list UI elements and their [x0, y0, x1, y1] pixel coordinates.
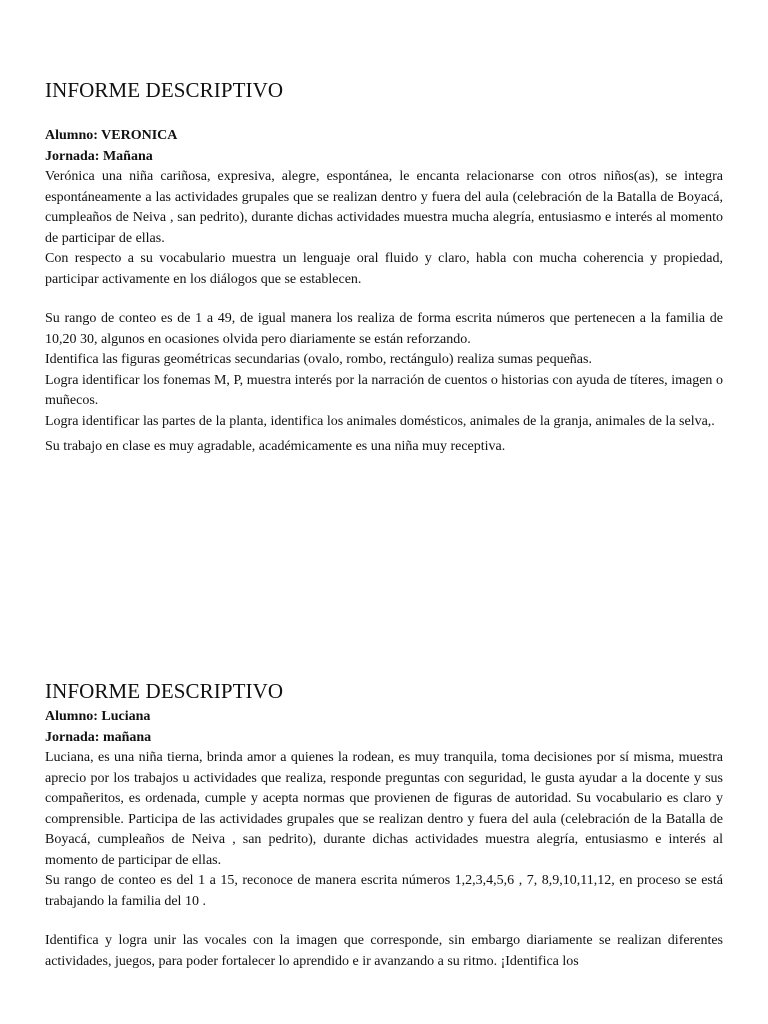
report-veronica: [45, 76, 723, 458]
shapes-paragraph: Identifica las figuras geométricas secundarias (ovalo, rombo, rectángulo) realiza sumas pequeñas.: [45, 352, 592, 367]
classwork-paragraph: Su trabajo en clase es muy agradable, académicamente es una niña muy receptiva.: [45, 439, 506, 454]
paragraph-spacer: [45, 290, 723, 309]
vowels-paragraph: Identifica y logra unir las vocales con la imagen que corresponde, sin embargo diariamente se realizan diferentes actividades, juegos, para poder fortalecer lo aprendido e ir avanzando a su ritmo. ¡Identifica los: [45, 933, 723, 969]
report-title: INFORME DESCRIPTIVO: [45, 78, 284, 102]
student-name: Alumno: VERONICA: [45, 128, 178, 143]
phonemes-paragraph: Logra identificar los fonemas M, P, muestra interés por la narración de cuentos o historias con ayuda de títeres, imagen o muñecos.: [45, 372, 723, 408]
nature-paragraph: Logra identificar las partes de la planta, identifica los animales domésticos, animales de la granja, animales de la selva,.: [45, 413, 715, 429]
school-shift: Jornada: Mañana: [45, 148, 153, 164]
report-luciana: [45, 677, 723, 972]
student-name: Alumno: Luciana: [45, 709, 151, 724]
counting-paragraph: Su rango de conteo es del 1 a 15, reconoce de manera escrita números 1,2,3,4,5,6 , 7, 8,9,10,11,12, en proceso se está trabajando la familia del 10 .: [45, 873, 723, 909]
report-title: INFORME DESCRIPTIVO: [45, 679, 284, 703]
description-paragraph: Luciana, es una niña tierna, brinda amor a quienes la rodean, es muy tranquila, toma decisiones por sí misma, muestra aprecio por los trabajos u actividades que realiza, responde preguntas con seguridad, le gusta ayudar a la docente y sus compañeritos, es ordenada, cumple y acepta normas que provienen de figuras de autoridad. Su vocabulario es claro y comprensible. Participa de las actividades grupales que se realizan dentro y fuera del aula (celebración de la Batalla de Boyacá, cumpleaños de Neiva , san pedrito), durante dichas actividades muestra alegría, entusiasmo e interés al momento de participar de ellas.: [45, 750, 723, 868]
paragraph-spacer: [45, 912, 723, 931]
school-shift: Jornada: mañana: [45, 729, 152, 745]
description-paragraph: Verónica una niña cariñosa, expresiva, alegre, espontánea, le encanta relacionarse con otros niños(as), se integra espontáneamente a las actividades grupales que se realizan dentro y fuera del aula (celebración de la Batalla de Boyacá, cumpleaños de Neiva , san pedrito), durante dichas actividades muestra mucha alegría, entusiasmo e interés al momento de participar de ellas.: [45, 169, 723, 246]
vocabulary-paragraph: Con respecto a su vocabulario muestra un lenguaje oral fluido y claro, habla con mucha coherencia y propiedad, participar activamente en los diálogos que se establecen.: [45, 251, 723, 287]
counting-paragraph: Su rango de conteo es de 1 a 49, de igual manera los realiza de forma escrita números que pertenecen a la familia de 10,20 30, algunos en ocasiones olvida pero diariamente se están reforzando.: [45, 311, 723, 347]
